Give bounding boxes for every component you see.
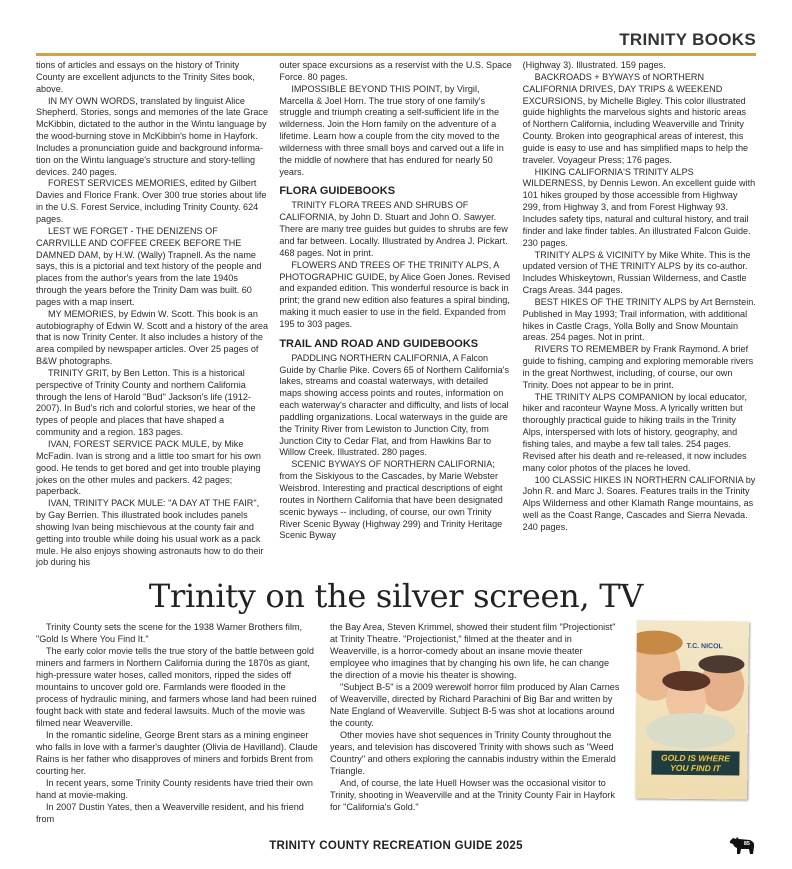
paragraph: IN MY OWN WORDS, translated by linguist Alice Shepherd. Stories, songs and memories of the late Grace McKibbin, dictated to the author in the Wintu language by the wood-burning stove in McKibbin's home in Hayfork. Includes a pronunciation guide and background information on the Wintu language's structure and story-telling devices. 240 pages. — [36, 95, 269, 177]
paragraph: IMPOSSIBLE BEYOND THIS POINT, by Virgil, Marcella & Joel Horn. The true story of one family's struggle and triumph creating a self-sufficient life in the wilderness. Join the Horn family on the adventure of a lifetime. Learn how a couple from the city moved to the wilderness with three small boys and carved out a life in the middle of nowhere that has endured for nearly 50 years. — [279, 83, 504, 177]
section-title: TRINITY BOOKS — [619, 30, 756, 49]
paragraph: "Subject B-5" is a 2009 werewolf horror film produced by Alan Carnes of Weaverville, directed by Richard Parachini of Big Bar and written by Nate England of Weaverville. Subject B-5 was shot at locations around the county. — [330, 682, 620, 729]
paragraph: Trinity County sets the scene for the 1938 Warner Brothers film, "Gold Is Where You Find It." — [36, 622, 303, 645]
paragraph: outer space excursions as a reservist with the U.S. Space Force. 80 pages. — [279, 60, 512, 82]
movie-poster-image — [635, 621, 749, 800]
poster-credit: T.C. NICOL — [686, 643, 723, 651]
feature-headline: Trinity on the silver screen, TV — [148, 577, 644, 616]
column-3 — [523, 60, 756, 534]
paragraph: HIKING CALIFORNIA'S TRINITY ALPS WILDERNESS, by Dennis Lewon. An excellent guide with 101 hikes grouped by those accessible from Highway 299, from Highway 3, and from Forest Highway 93. Includes safety tips, natural and cultural history, and trail finder and lake finder tables. An illustrated Falcon Guide. 230 pages. — [522, 166, 756, 248]
paragraph: And, of course, the late Huell Howser was the occasional visitor to Trinity, shooting in Weaverville and at the Trinity County Fair in Hayfork for "California's Gold." — [330, 778, 615, 813]
paragraph: RIVERS TO REMEMBER by Frank Raymond. A brief guide to fishing, camping and exploring memorable rivers in the great Northwest, including, of course, our own Trinity. Does not appear to be in print. — [522, 344, 754, 390]
paragraph: SCENIC BYWAYS OF NORTHERN CALIFORNIA; from the Siskiyous to the Cascades, by Marie Webster Weisbrod. Interesting and practical descriptions of eight routes in Northern California that have been designated scenic byways -- including, of course, our own Trinity River Scenic Byway (Highway 299) and Trinity Heritage Scenic Byway — [279, 459, 503, 541]
paragraph: IVAN, TRINITY PACK MULE: "A DAY AT THE FAIR", by Gay Berrien. This illustrated book includes panels showing Ivan being mischievous at the county fair and getting into trouble while doing his usual work as a pack mule. He also enjoys showing astronauts how to do their job during his — [36, 498, 264, 568]
paragraph: FOREST SERVICES MEMORIES, edited by Gilbert Davies and Florice Frank. Over 300 true stories about life in the U.S. Forest Service, including Trinity County. 624 pages. — [36, 178, 267, 224]
feature-body — [36, 621, 756, 825]
footer-publication: TRINITY COUNTY RECREATION GUIDE 2025 — [269, 840, 523, 853]
paragraph: THE TRINITY ALPS COMPANION by local educator, hiker and raconteur Wayne Moss. A lyrically written but thoroughly practical guide to hiking trails in the Trinity Alps, interspersed with lots of history, geography, and fishing tales, and maybe a few tall tales. 254 pages. Revised after his death and re-released, it now includes many color photos of the places he loved. — [522, 391, 747, 473]
paragraph: In 2007 Dustin Yates, then a Weaverville resident, and his friend from — [36, 802, 304, 825]
paragraph: In the romantic sideline, George Brent stars as a mining engineer who falls in love with a farmer's daughter (Olivia de Havilland). Claude Rains is her father who disapproves of miners and forbids Brent from courting her. — [36, 730, 318, 777]
paragraph: the Bay Area, Steven Krimmel, showed their student film "Projectionist" at Trinity Theatre. "Projectionist," filmed at the theater and in Weaverville, is a horror-comedy about an insane movie theater employee who imagines that by changing his own life, he can change the direction of a movie his theater is showing. — [330, 622, 616, 681]
paragraph: BACKROADS + BYWAYS of NORTHERN CALIFORNIA DRIVES, DAY TRIPS & WEEKEND EXCURSIONS, by Michelle Bigley. This color illustrated guide highlights the marvelous sights and historic areas of Northern California, including Weaverville and Trinity County. Broken into geographical areas of interest, this guide is easy to use and has simplified maps to help the traveler. Voyageur Press; 176 pages. — [522, 71, 749, 165]
footer — [36, 839, 756, 861]
paragraph: TRINITY FLORA TREES AND SHRUBS OF CALIFORNIA, by John D. Stuart and John O. Sawyer. There are many tree guides but guides to shrubs are few and far between. Locally. Illustrated by Andrea J. Pickart. 468 pages. Not in print. — [279, 200, 508, 258]
bear-icon — [728, 835, 756, 855]
book-list-columns — [36, 60, 756, 569]
column-2 — [279, 60, 512, 542]
trail-heading: TRAIL AND ROAD AND GUIDEBOOKS — [279, 337, 479, 350]
page-number: 85 — [743, 841, 750, 848]
poster-title: GOLD IS WHERE YOU FIND IT — [651, 751, 739, 776]
column-1 — [36, 60, 269, 569]
paragraph: TRINITY ALPS & VICINITY by Mike White. This is the updated version of THE TRINITY ALPS by its co-author. Includes Whiskeytown, Russian Wilderness, and Castle Crags Areas. 344 pages. — [522, 249, 751, 296]
paragraph: The early color movie tells the true story of the battle between gold miners and farmers in Northern California during the 1870s as giant, high-pressure water hoses, called monitors, ripped the sides off mountains to uncover gold ore. Farmlands were flooded in the process of hydraulic mining, and farmers whose land had been ruined fought back with state and federal lawsuits. Much of the movie was filmed near Weaverville. — [36, 646, 317, 729]
header-rule — [36, 53, 756, 56]
paragraph: MY MEMORIES, by Edwin W. Scott. This book is an autobiography of Edwin W. Scott and a history of the area that is now Trinity Center. It also includes a history of the area compiled by newspaper articles. Over 25 pages of B&W photographs. — [36, 308, 269, 367]
paragraph: PADDLING NORTHERN CALIFORNIA, A Falcon Guide by Charlie Pike. Covers 65 of Northern California's lakes, streams and coastal waterways, with detailed maps showing access points and routes, information on each waterway's character and difficulty, and lists of local paddling organizations. Local waterways in the guide are the Trinity River from Lewiston to Junction City, from Junction City to Cedar Flat, and from Hawkins Bar to Willow Creek. Illustrated. 280 pages. — [279, 352, 510, 458]
paragraph: Other movies have shot sequences in Trinity County throughout the years, and television has discovered Trinity with shows such as "Weed Country" and others exploring the cannabis industry within the Emerald Triangle. — [330, 730, 616, 777]
paragraph: IVAN, FOREST SERVICE PACK MULE, by Mike McFadin. Ivan is strong and a little too smart for his own good. He tends to get bored and get into trouble playing jokes on the other mules and packers. 42 pages; paperback. — [36, 439, 261, 497]
paragraph: FLOWERS AND TREES OF THE TRINITY ALPS, A PHOTOGRAPHIC GUIDE, by Alice Goen Jones. Revised and expanded edition. This wonderful resource is back in print; the grand new edition also features a spiral binding, making it much easier to use in the field. Expanded from 195 to 303 pages. — [279, 259, 511, 329]
paragraph: BEST HIKES OF THE TRINITY ALPS by Art Bernstein. Published in May 1993; Trail information, with additional hikes in Castle Crags, Yolla Bolly and Snow Mountain areas. 254 pages. Not in print. — [522, 296, 756, 343]
paragraph: TRINITY GRIT, by Ben Letton. This is a historical perspective of Trinity County and northern California through the lens of Harold "Bud" Jackson's life (1912-2007). In Bud's rich and colorful stories, we hear of the types of people and places that have shaped a community and a region. 183 pages. — [36, 367, 256, 438]
paragraph: 100 CLASSIC HIKES IN NORTHERN CALIFORNIA by John R. and Marc J. Soares. Features trails in the Trinity Alps Wilderness and other Klamath Range mountains, as well as the Coast Range, Cascades and Sierra Nevada. 240 pages. — [522, 474, 756, 532]
feature-column-1 — [36, 621, 320, 825]
feature-column-2 — [330, 621, 622, 813]
paragraph: (Highway 3). Illustrated. 159 pages. — [522, 60, 666, 70]
flora-heading: FLORA GUIDEBOOKS — [279, 185, 396, 198]
paragraph: In recent years, some Trinity County residents have tried their own hand at movie-making. — [36, 778, 313, 801]
paragraph: LEST WE FORGET - THE DENIZENS OF CARRVILLE AND COFFEE CREEK BEFORE THE DAMNED DAM, by H.W. (Wally) Trapnell. As the name says, this is a pictorial and text history of the people and places from the author's years from the late 1940s through the years before the Trinity Dam was built. 60 pages with a map insert. — [36, 225, 262, 307]
paragraph: tions of articles and essays on the history of Trinity County are excellent adjuncts to the Trinity Sites book, above. — [36, 60, 255, 94]
